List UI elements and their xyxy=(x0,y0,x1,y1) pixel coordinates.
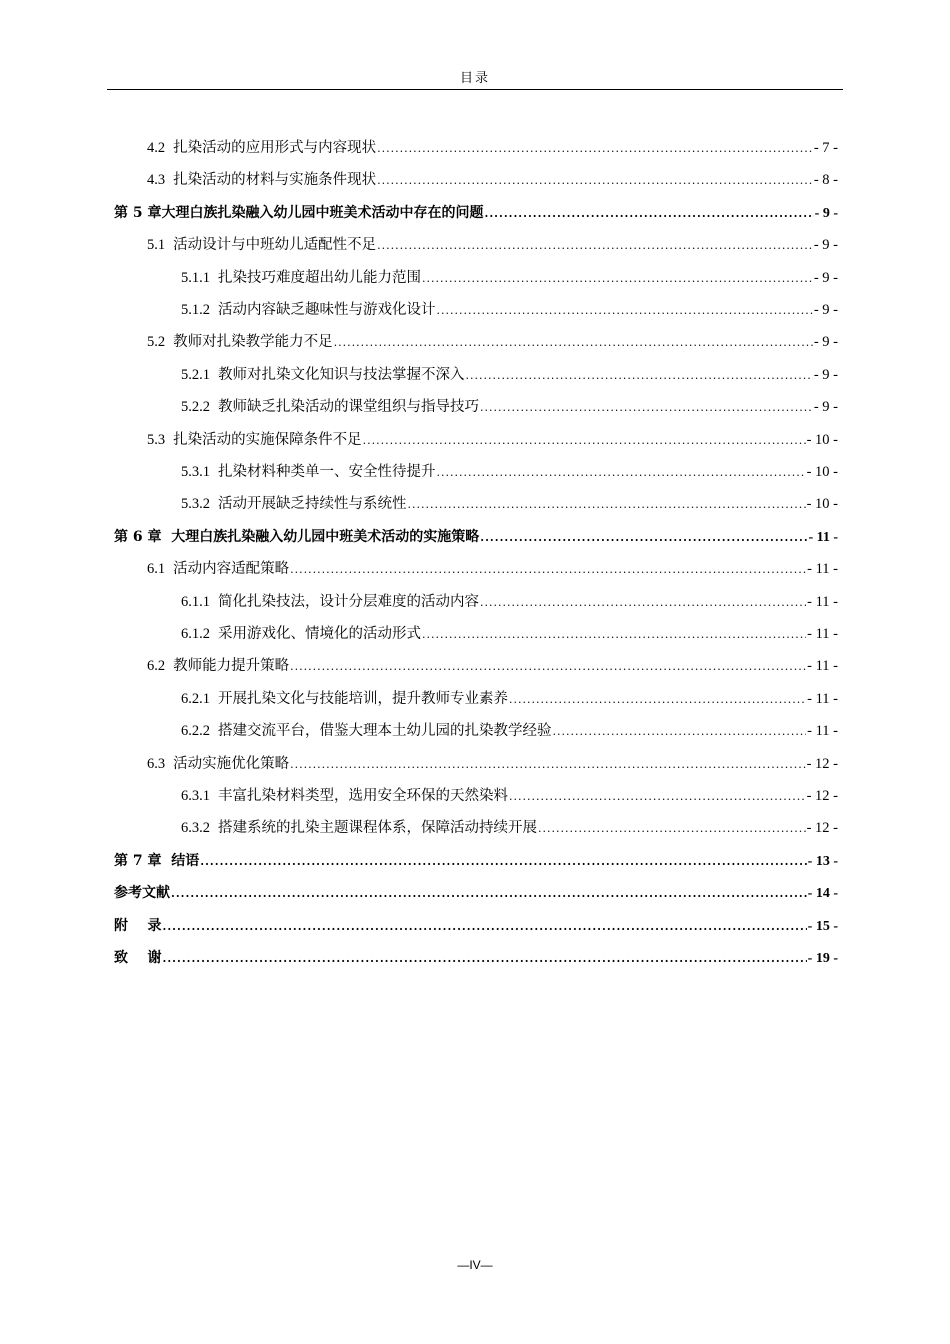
toc-entry-page: - 10 - xyxy=(806,496,838,513)
toc-entry-number: 5.3.2 xyxy=(181,496,210,513)
toc-entry[interactable] xyxy=(147,557,838,581)
page-number: —IV— xyxy=(457,1258,493,1272)
toc-entry-number: 5.1.2 xyxy=(181,302,210,318)
toc-entry-page: - 14 - xyxy=(807,886,838,902)
toc-entry-number: 6.1 xyxy=(147,561,166,578)
toc-entry-page: - 10 - xyxy=(806,431,838,448)
toc-dot-leader xyxy=(485,202,814,226)
toc-entry-page: - 11 - xyxy=(807,723,838,740)
toc-entry-number: 6.3.1 xyxy=(181,788,210,804)
toc-entry[interactable] xyxy=(181,460,838,484)
toc-entry-number: 6.1.1 xyxy=(181,593,210,610)
toc-entry-page: - 9 - xyxy=(813,399,838,416)
toc-dot-leader xyxy=(290,655,806,679)
toc-entry-page: - 11 - xyxy=(807,626,838,642)
toc-entry-number: 6.2.1 xyxy=(181,690,210,707)
toc-entry-title: 活动实施优化策略 xyxy=(173,755,290,772)
toc-entry-title: 第 5 章大理白族扎染融入幼儿园中班美术活动中存在的问题 xyxy=(114,204,484,221)
toc-entry-page: - 10 - xyxy=(806,464,838,480)
toc-entry-number: 5.1 xyxy=(147,237,166,254)
toc-dot-leader xyxy=(163,915,807,939)
toc-dot-leader xyxy=(437,461,806,485)
toc-entry[interactable] xyxy=(114,914,838,938)
toc-dot-leader xyxy=(437,299,813,323)
toc-dot-leader xyxy=(480,591,806,615)
toc-dot-leader xyxy=(466,364,813,388)
toc-entry-page: - 15 - xyxy=(807,918,838,934)
toc-dot-leader xyxy=(171,882,807,906)
toc-entry-page: - 8 - xyxy=(813,172,838,189)
toc-entry-page: - 9 - xyxy=(814,205,838,221)
toc-entry-page: - 19 - xyxy=(807,951,838,966)
toc-entry-title: 扎染活动的材料与实施条件现状 xyxy=(173,172,377,189)
toc-entry[interactable] xyxy=(147,654,838,678)
toc-entry-title: 扎染活动的实施保障条件不足 xyxy=(173,431,362,448)
toc-entry-title: 第 7 章 结语 xyxy=(114,852,200,869)
toc-entry-title: 搭建系统的扎染主题课程体系，保障活动持续开展 xyxy=(218,820,537,837)
toc-entry-number: 5.1.1 xyxy=(181,269,210,286)
toc-entry[interactable] xyxy=(147,233,838,257)
toc-entry[interactable] xyxy=(147,330,838,354)
toc-entry-page: - 9 - xyxy=(813,237,838,254)
toc-entry-page: - 11 - xyxy=(807,593,838,610)
toc-entry-title: 活动设计与中班幼儿适配性不足 xyxy=(173,237,377,254)
page-header-title: 目录 xyxy=(459,71,490,86)
toc-entry-page: - 9 - xyxy=(813,302,838,318)
toc-entry[interactable] xyxy=(181,784,838,808)
toc-dot-leader xyxy=(377,137,813,161)
toc-entry-title: 教师能力提升策略 xyxy=(173,658,290,675)
toc-entry-number: 6.3.2 xyxy=(181,820,210,837)
toc-entry-title: 教师对扎染教学能力不足 xyxy=(173,334,333,351)
toc-entry-title: 教师缺乏扎染活动的课堂组织与指导技巧 xyxy=(218,399,479,416)
toc-entry-number: 4.3 xyxy=(147,172,166,189)
toc-dot-leader xyxy=(509,688,806,712)
toc-entry-title: 活动内容适配策略 xyxy=(173,561,290,578)
toc-entry-page: - 7 - xyxy=(813,140,838,156)
toc-entry-page: - 12 - xyxy=(806,788,838,804)
toc-entry-page: - 12 - xyxy=(806,755,838,772)
toc-entry-title: 第 6 章 大理白族扎染融入幼儿园中班美术活动的实施策略 xyxy=(114,528,480,545)
toc-entry[interactable] xyxy=(114,881,838,905)
toc-dot-leader xyxy=(334,331,813,355)
toc-entry-page: - 9 - xyxy=(813,269,838,286)
toc-dot-leader xyxy=(290,753,805,777)
toc-entry-number: 4.2 xyxy=(147,140,166,156)
toc-dot-leader xyxy=(163,947,807,971)
toc-entry-number: 6.3 xyxy=(147,755,166,772)
toc-dot-leader xyxy=(553,720,807,744)
toc-dot-leader xyxy=(480,396,813,420)
header-rule xyxy=(107,89,843,90)
toc-entry-title: 简化扎染技法，设计分层难度的活动内容 xyxy=(218,593,479,610)
toc-dot-leader xyxy=(200,850,806,874)
toc-entry-title: 附 录 xyxy=(114,917,162,934)
toc-entry-page: - 11 - xyxy=(807,690,838,707)
toc-entry[interactable] xyxy=(181,492,838,516)
toc-entry-title: 活动内容缺乏趣味性与游戏化设计 xyxy=(218,302,436,318)
toc-dot-leader xyxy=(377,234,813,258)
toc-entry[interactable] xyxy=(181,395,838,419)
toc-entry[interactable] xyxy=(181,622,838,646)
toc-entry-page: - 11 - xyxy=(807,561,838,578)
toc-entry-page: - 11 - xyxy=(808,529,838,545)
toc-entry[interactable] xyxy=(114,946,838,970)
toc-dot-leader xyxy=(509,785,806,809)
toc-entry-number: 5.2.2 xyxy=(181,399,210,416)
toc-dot-leader xyxy=(363,429,806,453)
toc-entry[interactable] xyxy=(147,136,838,160)
toc-entry-title: 采用游戏化、情境化的活动形式 xyxy=(218,626,421,642)
toc-entry-title: 教师对扎染文化知识与技法掌握不深入 xyxy=(218,366,465,383)
toc-entry-number: 5.3 xyxy=(147,431,166,448)
toc-entry[interactable] xyxy=(147,168,838,192)
toc-entry[interactable] xyxy=(114,525,838,549)
toc-entry[interactable] xyxy=(181,687,838,711)
toc-entry[interactable] xyxy=(181,363,838,387)
toc-entry-title: 致 谢 xyxy=(114,950,162,966)
toc-entry-title: 开展扎染文化与技能培训，提升教师专业素养 xyxy=(218,690,508,707)
toc-dot-leader xyxy=(290,558,806,582)
toc-entry-title: 扎染活动的应用形式与内容现状 xyxy=(173,140,377,156)
toc-entry-number: 5.2.1 xyxy=(181,366,210,383)
toc-entry[interactable] xyxy=(181,590,838,614)
toc-dot-leader xyxy=(377,169,813,193)
toc-entry[interactable] xyxy=(114,201,838,225)
toc-entry[interactable] xyxy=(181,266,838,290)
toc-dot-leader xyxy=(422,623,806,647)
toc-entry-title: 丰富扎染材料类型，选用安全环保的天然染料 xyxy=(218,788,508,804)
toc-dot-leader xyxy=(422,267,813,291)
toc-entry-number: 6.2 xyxy=(147,658,166,675)
toc-entry-number: 6.2.2 xyxy=(181,723,210,740)
toc-entry-page: - 12 - xyxy=(806,820,838,837)
toc-entry[interactable] xyxy=(181,719,838,743)
toc-entry-title: 搭建交流平台，借鉴大理本土幼儿园的扎染教学经验 xyxy=(218,723,552,740)
toc-entry-number: 6.1.2 xyxy=(181,626,210,642)
toc-entry-title: 参考文献 xyxy=(114,885,170,902)
toc-entry-title: 扎染材料种类单一、安全性待提升 xyxy=(218,464,436,480)
toc-entry[interactable] xyxy=(147,752,838,776)
toc-entry[interactable] xyxy=(147,428,838,452)
toc-entry-number: 5.2 xyxy=(147,334,166,351)
toc-entry-page: - 11 - xyxy=(807,658,838,675)
toc-entry-page: - 9 - xyxy=(813,366,838,383)
toc-entry-number: 5.3.1 xyxy=(181,464,210,480)
toc-entry-page: - 13 - xyxy=(807,853,838,869)
toc-entry-page: - 9 - xyxy=(813,334,838,351)
toc-dot-leader xyxy=(480,526,807,550)
toc-entry[interactable] xyxy=(181,298,838,322)
toc-dot-leader xyxy=(538,817,806,841)
toc-entry[interactable] xyxy=(114,849,838,873)
toc-entry[interactable] xyxy=(181,816,838,840)
toc-entry-title: 扎染技巧难度超出幼儿能力范围 xyxy=(218,269,421,286)
toc-dot-leader xyxy=(408,493,806,517)
toc-entry-title: 活动开展缺乏持续性与系统性 xyxy=(218,496,407,513)
